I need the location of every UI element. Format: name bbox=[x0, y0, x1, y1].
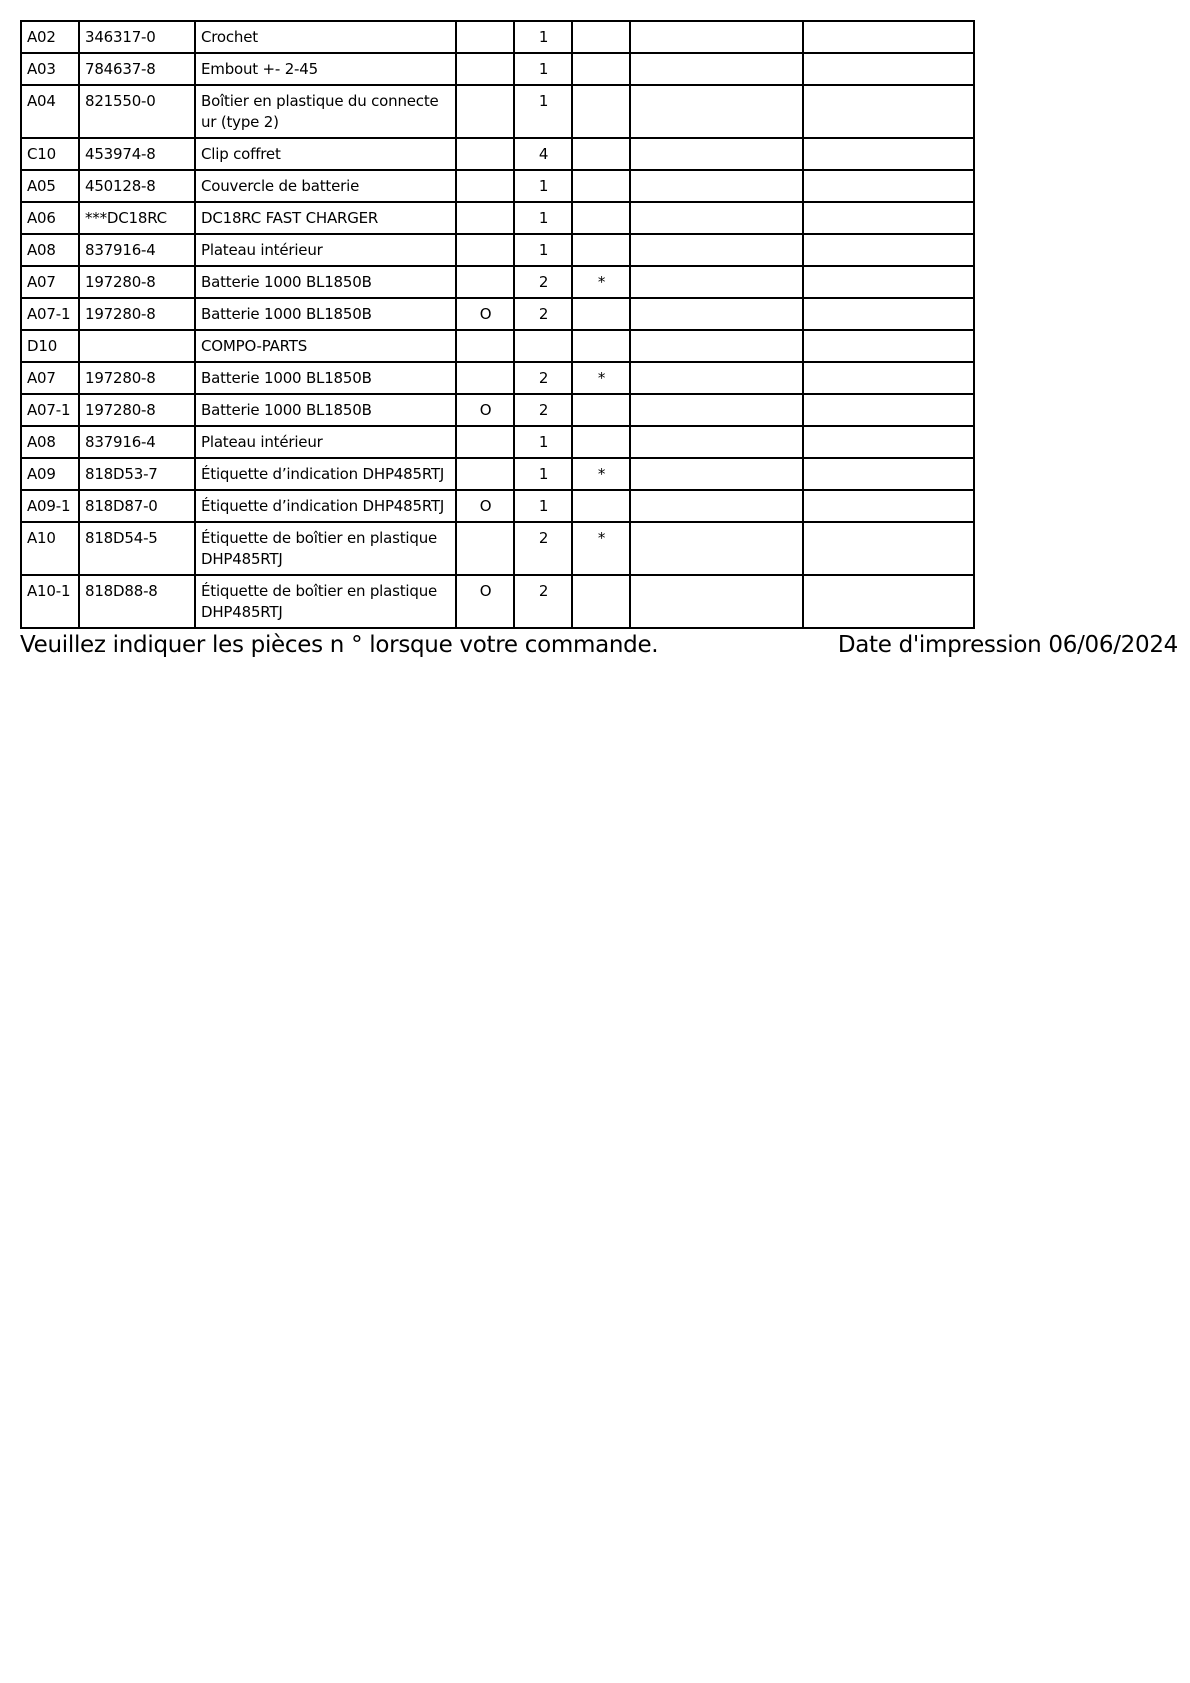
order-instruction-note: Veuillez indiquer les pièces n ° lorsque votre commande. bbox=[20, 632, 659, 658]
empty-cell bbox=[803, 266, 974, 298]
quantity-cell: 2 bbox=[514, 575, 572, 628]
option-cell bbox=[456, 362, 514, 394]
option-cell: O bbox=[456, 575, 514, 628]
description-cell: Plateau intérieur bbox=[195, 426, 456, 458]
quantity-cell: 1 bbox=[514, 53, 572, 85]
quantity-cell: 1 bbox=[514, 21, 572, 53]
table-row bbox=[21, 458, 974, 490]
quantity-cell: 1 bbox=[514, 202, 572, 234]
ref-cell: A08 bbox=[21, 426, 79, 458]
ref-cell: A07 bbox=[21, 266, 79, 298]
table-row bbox=[21, 426, 974, 458]
table-row bbox=[21, 522, 974, 575]
table-row bbox=[21, 298, 974, 330]
note-cell bbox=[572, 426, 630, 458]
part-number-cell: 450128-8 bbox=[79, 170, 195, 202]
empty-cell bbox=[630, 490, 803, 522]
empty-cell bbox=[630, 85, 803, 138]
option-cell bbox=[456, 522, 514, 575]
option-cell bbox=[456, 138, 514, 170]
ref-cell: A07-1 bbox=[21, 298, 79, 330]
description-cell: Clip coffret bbox=[195, 138, 456, 170]
quantity-cell: 4 bbox=[514, 138, 572, 170]
ref-cell: A06 bbox=[21, 202, 79, 234]
table-row bbox=[21, 170, 974, 202]
description-cell: Boîtier en plastique du connecte ur (type 2) bbox=[195, 85, 456, 138]
note-cell bbox=[572, 234, 630, 266]
empty-cell bbox=[803, 458, 974, 490]
table-row bbox=[21, 575, 974, 628]
note-cell bbox=[572, 53, 630, 85]
empty-cell bbox=[803, 234, 974, 266]
empty-cell bbox=[630, 362, 803, 394]
note-cell bbox=[572, 85, 630, 138]
note-cell bbox=[572, 21, 630, 53]
description-cell: Batterie 1000 BL1850B bbox=[195, 298, 456, 330]
empty-cell bbox=[630, 522, 803, 575]
description-cell: Batterie 1000 BL1850B bbox=[195, 266, 456, 298]
empty-cell bbox=[630, 298, 803, 330]
description-cell: Étiquette d’indication DHP485RTJ bbox=[195, 490, 456, 522]
table-row bbox=[21, 202, 974, 234]
empty-cell bbox=[630, 458, 803, 490]
note-cell bbox=[572, 298, 630, 330]
empty-cell bbox=[630, 138, 803, 170]
table-row bbox=[21, 21, 974, 53]
ref-cell: A08 bbox=[21, 234, 79, 266]
parts-table bbox=[20, 20, 975, 629]
table-row bbox=[21, 330, 974, 362]
ref-cell: A02 bbox=[21, 21, 79, 53]
description-cell: Couvercle de batterie bbox=[195, 170, 456, 202]
table-row bbox=[21, 53, 974, 85]
quantity-cell: 1 bbox=[514, 170, 572, 202]
empty-cell bbox=[630, 202, 803, 234]
note-cell: * bbox=[572, 266, 630, 298]
quantity-cell: 1 bbox=[514, 234, 572, 266]
part-number-cell: 453974-8 bbox=[79, 138, 195, 170]
table-row bbox=[21, 266, 974, 298]
description-cell: Étiquette de boîtier en plastique DHP485RTJ bbox=[195, 575, 456, 628]
note-cell: * bbox=[572, 362, 630, 394]
empty-cell bbox=[630, 394, 803, 426]
quantity-cell: 2 bbox=[514, 522, 572, 575]
table-row bbox=[21, 394, 974, 426]
description-cell: Étiquette de boîtier en plastique DHP485RTJ bbox=[195, 522, 456, 575]
ref-cell: C10 bbox=[21, 138, 79, 170]
part-number-cell: 197280-8 bbox=[79, 362, 195, 394]
option-cell: O bbox=[456, 298, 514, 330]
note-cell bbox=[572, 170, 630, 202]
empty-cell bbox=[803, 362, 974, 394]
empty-cell bbox=[803, 202, 974, 234]
option-cell bbox=[456, 330, 514, 362]
empty-cell bbox=[630, 21, 803, 53]
part-number-cell: ***DC18RC bbox=[79, 202, 195, 234]
empty-cell bbox=[630, 170, 803, 202]
option-cell bbox=[456, 202, 514, 234]
quantity-cell bbox=[514, 330, 572, 362]
empty-cell bbox=[630, 575, 803, 628]
quantity-cell: 2 bbox=[514, 362, 572, 394]
part-number-cell: 837916-4 bbox=[79, 426, 195, 458]
quantity-cell: 2 bbox=[514, 394, 572, 426]
option-cell bbox=[456, 170, 514, 202]
print-date: Date d'impression 06/06/2024 bbox=[837, 632, 1178, 658]
table-row bbox=[21, 362, 974, 394]
option-cell bbox=[456, 458, 514, 490]
empty-cell bbox=[803, 138, 974, 170]
ref-cell: A10-1 bbox=[21, 575, 79, 628]
parts-table-body bbox=[21, 21, 974, 628]
part-number-cell: 818D88-8 bbox=[79, 575, 195, 628]
option-cell bbox=[456, 53, 514, 85]
part-number-cell: 346317-0 bbox=[79, 21, 195, 53]
note-cell: * bbox=[572, 522, 630, 575]
note-cell bbox=[572, 330, 630, 362]
note-cell bbox=[572, 394, 630, 426]
quantity-cell: 1 bbox=[514, 426, 572, 458]
part-number-cell: 784637-8 bbox=[79, 53, 195, 85]
description-cell: DC18RC FAST CHARGER bbox=[195, 202, 456, 234]
ref-cell: A07 bbox=[21, 362, 79, 394]
part-number-cell: 818D53-7 bbox=[79, 458, 195, 490]
table-row bbox=[21, 85, 974, 138]
table-row bbox=[21, 490, 974, 522]
part-number-cell: 837916-4 bbox=[79, 234, 195, 266]
note-cell bbox=[572, 202, 630, 234]
ref-cell: D10 bbox=[21, 330, 79, 362]
empty-cell bbox=[803, 330, 974, 362]
option-cell bbox=[456, 426, 514, 458]
ref-cell: A10 bbox=[21, 522, 79, 575]
quantity-cell: 2 bbox=[514, 298, 572, 330]
empty-cell bbox=[803, 575, 974, 628]
empty-cell bbox=[803, 490, 974, 522]
empty-cell bbox=[803, 85, 974, 138]
empty-cell bbox=[803, 522, 974, 575]
empty-cell bbox=[803, 170, 974, 202]
empty-cell bbox=[803, 298, 974, 330]
part-number-cell: 197280-8 bbox=[79, 298, 195, 330]
empty-cell bbox=[630, 53, 803, 85]
description-cell: Étiquette d’indication DHP485RTJ bbox=[195, 458, 456, 490]
ref-cell: A03 bbox=[21, 53, 79, 85]
empty-cell bbox=[630, 266, 803, 298]
part-number-cell: 197280-8 bbox=[79, 266, 195, 298]
empty-cell bbox=[803, 426, 974, 458]
description-cell: Batterie 1000 BL1850B bbox=[195, 362, 456, 394]
part-number-cell: 818D87-0 bbox=[79, 490, 195, 522]
option-cell: O bbox=[456, 394, 514, 426]
empty-cell bbox=[630, 234, 803, 266]
empty-cell bbox=[803, 53, 974, 85]
empty-cell bbox=[630, 426, 803, 458]
quantity-cell: 1 bbox=[514, 458, 572, 490]
part-number-cell: 197280-8 bbox=[79, 394, 195, 426]
note-cell bbox=[572, 490, 630, 522]
ref-cell: A05 bbox=[21, 170, 79, 202]
note-cell: * bbox=[572, 458, 630, 490]
note-cell bbox=[572, 575, 630, 628]
empty-cell bbox=[803, 21, 974, 53]
option-cell bbox=[456, 234, 514, 266]
ref-cell: A04 bbox=[21, 85, 79, 138]
table-row bbox=[21, 138, 974, 170]
ref-cell: A09 bbox=[21, 458, 79, 490]
description-cell: Embout +- 2-45 bbox=[195, 53, 456, 85]
quantity-cell: 2 bbox=[514, 266, 572, 298]
empty-cell bbox=[803, 394, 974, 426]
description-cell: Crochet bbox=[195, 21, 456, 53]
ref-cell: A09-1 bbox=[21, 490, 79, 522]
part-number-cell bbox=[79, 330, 195, 362]
option-cell bbox=[456, 21, 514, 53]
part-number-cell: 818D54-5 bbox=[79, 522, 195, 575]
option-cell: O bbox=[456, 490, 514, 522]
description-cell: COMPO-PARTS bbox=[195, 330, 456, 362]
ref-cell: A07-1 bbox=[21, 394, 79, 426]
option-cell bbox=[456, 266, 514, 298]
empty-cell bbox=[630, 330, 803, 362]
quantity-cell: 1 bbox=[514, 85, 572, 138]
description-cell: Batterie 1000 BL1850B bbox=[195, 394, 456, 426]
description-cell: Plateau intérieur bbox=[195, 234, 456, 266]
part-number-cell: 821550-0 bbox=[79, 85, 195, 138]
note-cell bbox=[572, 138, 630, 170]
quantity-cell: 1 bbox=[514, 490, 572, 522]
table-row bbox=[21, 234, 974, 266]
option-cell bbox=[456, 85, 514, 138]
